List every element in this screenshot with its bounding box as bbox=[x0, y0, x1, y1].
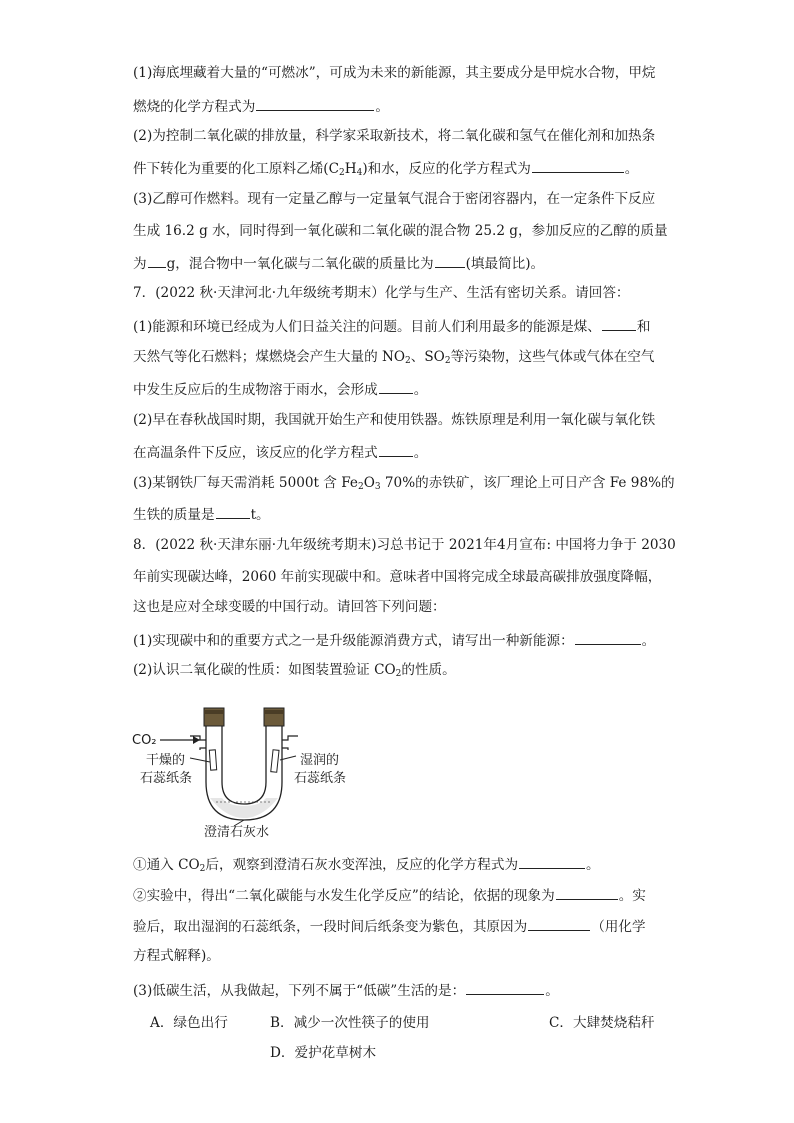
option-d: D．爱护花草树木 bbox=[270, 1045, 377, 1061]
option-c: C．大肆焚烧秸秆 bbox=[549, 1015, 655, 1031]
text-span: 的性质。 bbox=[401, 662, 456, 678]
text-span: 。实 bbox=[618, 888, 646, 904]
dry-label-1: 干燥的 bbox=[146, 753, 186, 768]
text-span: t。 bbox=[250, 507, 270, 523]
text-span: 天然气等化石燃料；煤燃烧会产生大量的 NO bbox=[133, 349, 406, 365]
limewater-label: 澄清石灰水 bbox=[204, 825, 270, 840]
text-span: 方程式解释)。 bbox=[133, 948, 220, 964]
text-span: 生成 16.2 g 水，同时得到一氧化碳和二氧化碳的混合物 25.2 g，参加反应的乙醇的质量 bbox=[133, 223, 668, 239]
answer-blank[interactable] bbox=[519, 854, 585, 869]
text-line bbox=[133, 127, 655, 145]
dry-litmus-strip bbox=[209, 750, 216, 770]
text-line bbox=[133, 190, 655, 208]
wet-litmus-strip bbox=[271, 750, 279, 773]
text-span: (2)认识二氧化碳的性质：如图装置验证 CO bbox=[133, 662, 396, 678]
text-line bbox=[133, 411, 655, 429]
text-span: 。 bbox=[624, 161, 639, 177]
text-span: 年前实现碳达峰，2060 年前实现碳中和。意味者中国将完成全球最高碳排放强度降幅， bbox=[133, 569, 662, 585]
text-span: ②实验中，得出“二氧化碳能与水发生化学反应”的结论，依据的现象为 bbox=[133, 888, 555, 904]
answer-blank[interactable] bbox=[528, 916, 590, 931]
text-line bbox=[133, 980, 559, 1000]
text-span: (1)海底埋藏着大量的“可燃冰”，可成为未来的新能源，其主要成分是甲烷水合物，甲烷 bbox=[133, 65, 656, 81]
text-line bbox=[133, 442, 427, 462]
subscript: 2 bbox=[357, 482, 364, 492]
answer-blank[interactable] bbox=[379, 379, 413, 394]
text-span: ①通入 CO bbox=[133, 857, 200, 873]
text-line bbox=[133, 379, 427, 399]
text-span: 等污染物，这些气体或气体在空气 bbox=[450, 349, 655, 365]
text-line bbox=[133, 916, 646, 936]
wet-label-2: 石蕊纸条 bbox=[294, 771, 347, 786]
text-span: (1)实现碳中和的重要方式之一是升级能源消费方式，请写出一种新能源： bbox=[133, 633, 574, 649]
text-span: )和水，反应的化学方程式为 bbox=[362, 161, 531, 177]
text-span: 。 bbox=[545, 983, 559, 999]
arrow-icon bbox=[193, 736, 200, 744]
text-span: (3)某钢铁厂每天需消耗 5000t 含 Fe bbox=[133, 475, 358, 491]
answer-blank[interactable] bbox=[466, 980, 544, 995]
text-span: (填最简比)。 bbox=[465, 256, 545, 272]
text-line bbox=[133, 64, 656, 82]
text-span: 这也是应对全球变暖的中国行动。请回答下列问题： bbox=[133, 599, 446, 615]
text-span: 8．(2022 秋·天津东丽·九年级统考期末)习总书记于 2021年4月宣布: 中国将力争于 2030 bbox=[133, 537, 676, 553]
text-span: 。 bbox=[375, 99, 389, 115]
text-span: (2)为控制二氧化碳的排放量，科学家采取新技术，将二氧化碳和氢气在催化剂和加热条 bbox=[133, 128, 656, 144]
co2-label: CO₂ bbox=[132, 733, 157, 748]
subscript: 2 bbox=[395, 669, 402, 679]
text-line bbox=[133, 348, 654, 366]
text-line bbox=[133, 158, 638, 178]
text-span: 燃烧的化学方程式为 bbox=[133, 99, 256, 115]
text-span: 在高温条件下反应，该反应的化学方程式 bbox=[133, 445, 378, 461]
text-span: 。 bbox=[413, 382, 428, 398]
text-span: 。 bbox=[641, 633, 656, 649]
text-span: (3)乙醇可作燃料。现有一定量乙醇与一定量氧气混合于密闭容器内，在一定条件下反应 bbox=[133, 191, 656, 207]
text-line bbox=[133, 253, 544, 273]
text-line bbox=[133, 568, 661, 586]
u-tube-apparatus-diagram bbox=[130, 702, 360, 842]
text-line bbox=[133, 474, 675, 492]
text-span: O bbox=[363, 475, 375, 491]
text-span: 和 bbox=[636, 319, 651, 335]
text-line bbox=[133, 947, 220, 965]
answer-blank[interactable] bbox=[532, 158, 624, 173]
text-line bbox=[133, 316, 650, 336]
text-span: 、SO bbox=[410, 349, 445, 365]
text-line bbox=[133, 284, 630, 302]
answer-blank[interactable] bbox=[148, 253, 166, 268]
wet-label-1: 湿润的 bbox=[300, 753, 340, 768]
answer-blank[interactable] bbox=[216, 504, 250, 519]
subscript: 2 bbox=[339, 168, 345, 178]
text-span: (3)低碳生活，从我做起，下列不属于“低碳”生活的是： bbox=[133, 983, 466, 999]
answer-blank[interactable] bbox=[556, 885, 618, 900]
text-span: 7．(2022 秋·天津河北·九年级统考期末）化学与生产、生活有密切关系。请回答： bbox=[133, 285, 630, 301]
dry-label-2: 石蕊纸条 bbox=[140, 771, 193, 786]
text-line bbox=[133, 854, 600, 874]
subscript: 4 bbox=[356, 168, 363, 178]
text-span: (1)能源和环境已经成为人们日益关注的问题。目前人们利用最多的能源是煤、 bbox=[133, 319, 601, 335]
subscript: 2 bbox=[444, 356, 451, 366]
subscript: 2 bbox=[405, 356, 411, 366]
text-span: 70%的赤铁矿，该厂理论上可日产含 Fe 98%的 bbox=[380, 475, 675, 491]
text-line bbox=[133, 504, 270, 524]
text-span: 验后，取出湿润的石蕊纸条，一段时间后纸条变为紫色，其原因为 bbox=[133, 919, 528, 935]
text-span: (2)早在春秋战国时期，我国就开始生产和使用铁器。炼铁原理是利用一氧化碳与氧化铁 bbox=[133, 412, 656, 428]
subscript: 2 bbox=[199, 864, 206, 874]
answer-blank[interactable] bbox=[435, 253, 465, 268]
text-span: （用化学 bbox=[591, 919, 646, 935]
answer-blank[interactable] bbox=[379, 442, 413, 457]
text-line bbox=[133, 630, 655, 650]
option-a: A．绿色出行 bbox=[150, 1015, 228, 1031]
text-line bbox=[133, 222, 668, 240]
text-span: 件下转化为重要的化工原料乙烯(C bbox=[133, 161, 340, 177]
text-span: 为 bbox=[133, 256, 147, 272]
subscript: 3 bbox=[374, 482, 381, 492]
text-line bbox=[133, 536, 676, 554]
text-line bbox=[133, 96, 389, 116]
text-span: 。 bbox=[586, 857, 600, 873]
text-line bbox=[133, 885, 646, 905]
answer-blank[interactable] bbox=[256, 96, 374, 111]
text-span: 中发生反应后的生成物溶于雨水，会形成 bbox=[133, 382, 378, 398]
text-line bbox=[133, 598, 446, 616]
text-span: H bbox=[344, 161, 357, 177]
text-span: g，混合物中一氧化碳与二氧化碳的质量比为 bbox=[166, 256, 434, 272]
text-span: 。 bbox=[413, 445, 428, 461]
answer-blank[interactable] bbox=[575, 630, 641, 645]
answer-blank[interactable] bbox=[602, 316, 636, 331]
option-b: B．减少一次性筷子的使用 bbox=[270, 1015, 430, 1031]
text-span: 后，观察到澄清石灰水变浑浊，反应的化学方程式为 bbox=[205, 857, 519, 873]
text-span: 生铁的质量是 bbox=[133, 507, 215, 523]
text-line bbox=[133, 661, 456, 679]
